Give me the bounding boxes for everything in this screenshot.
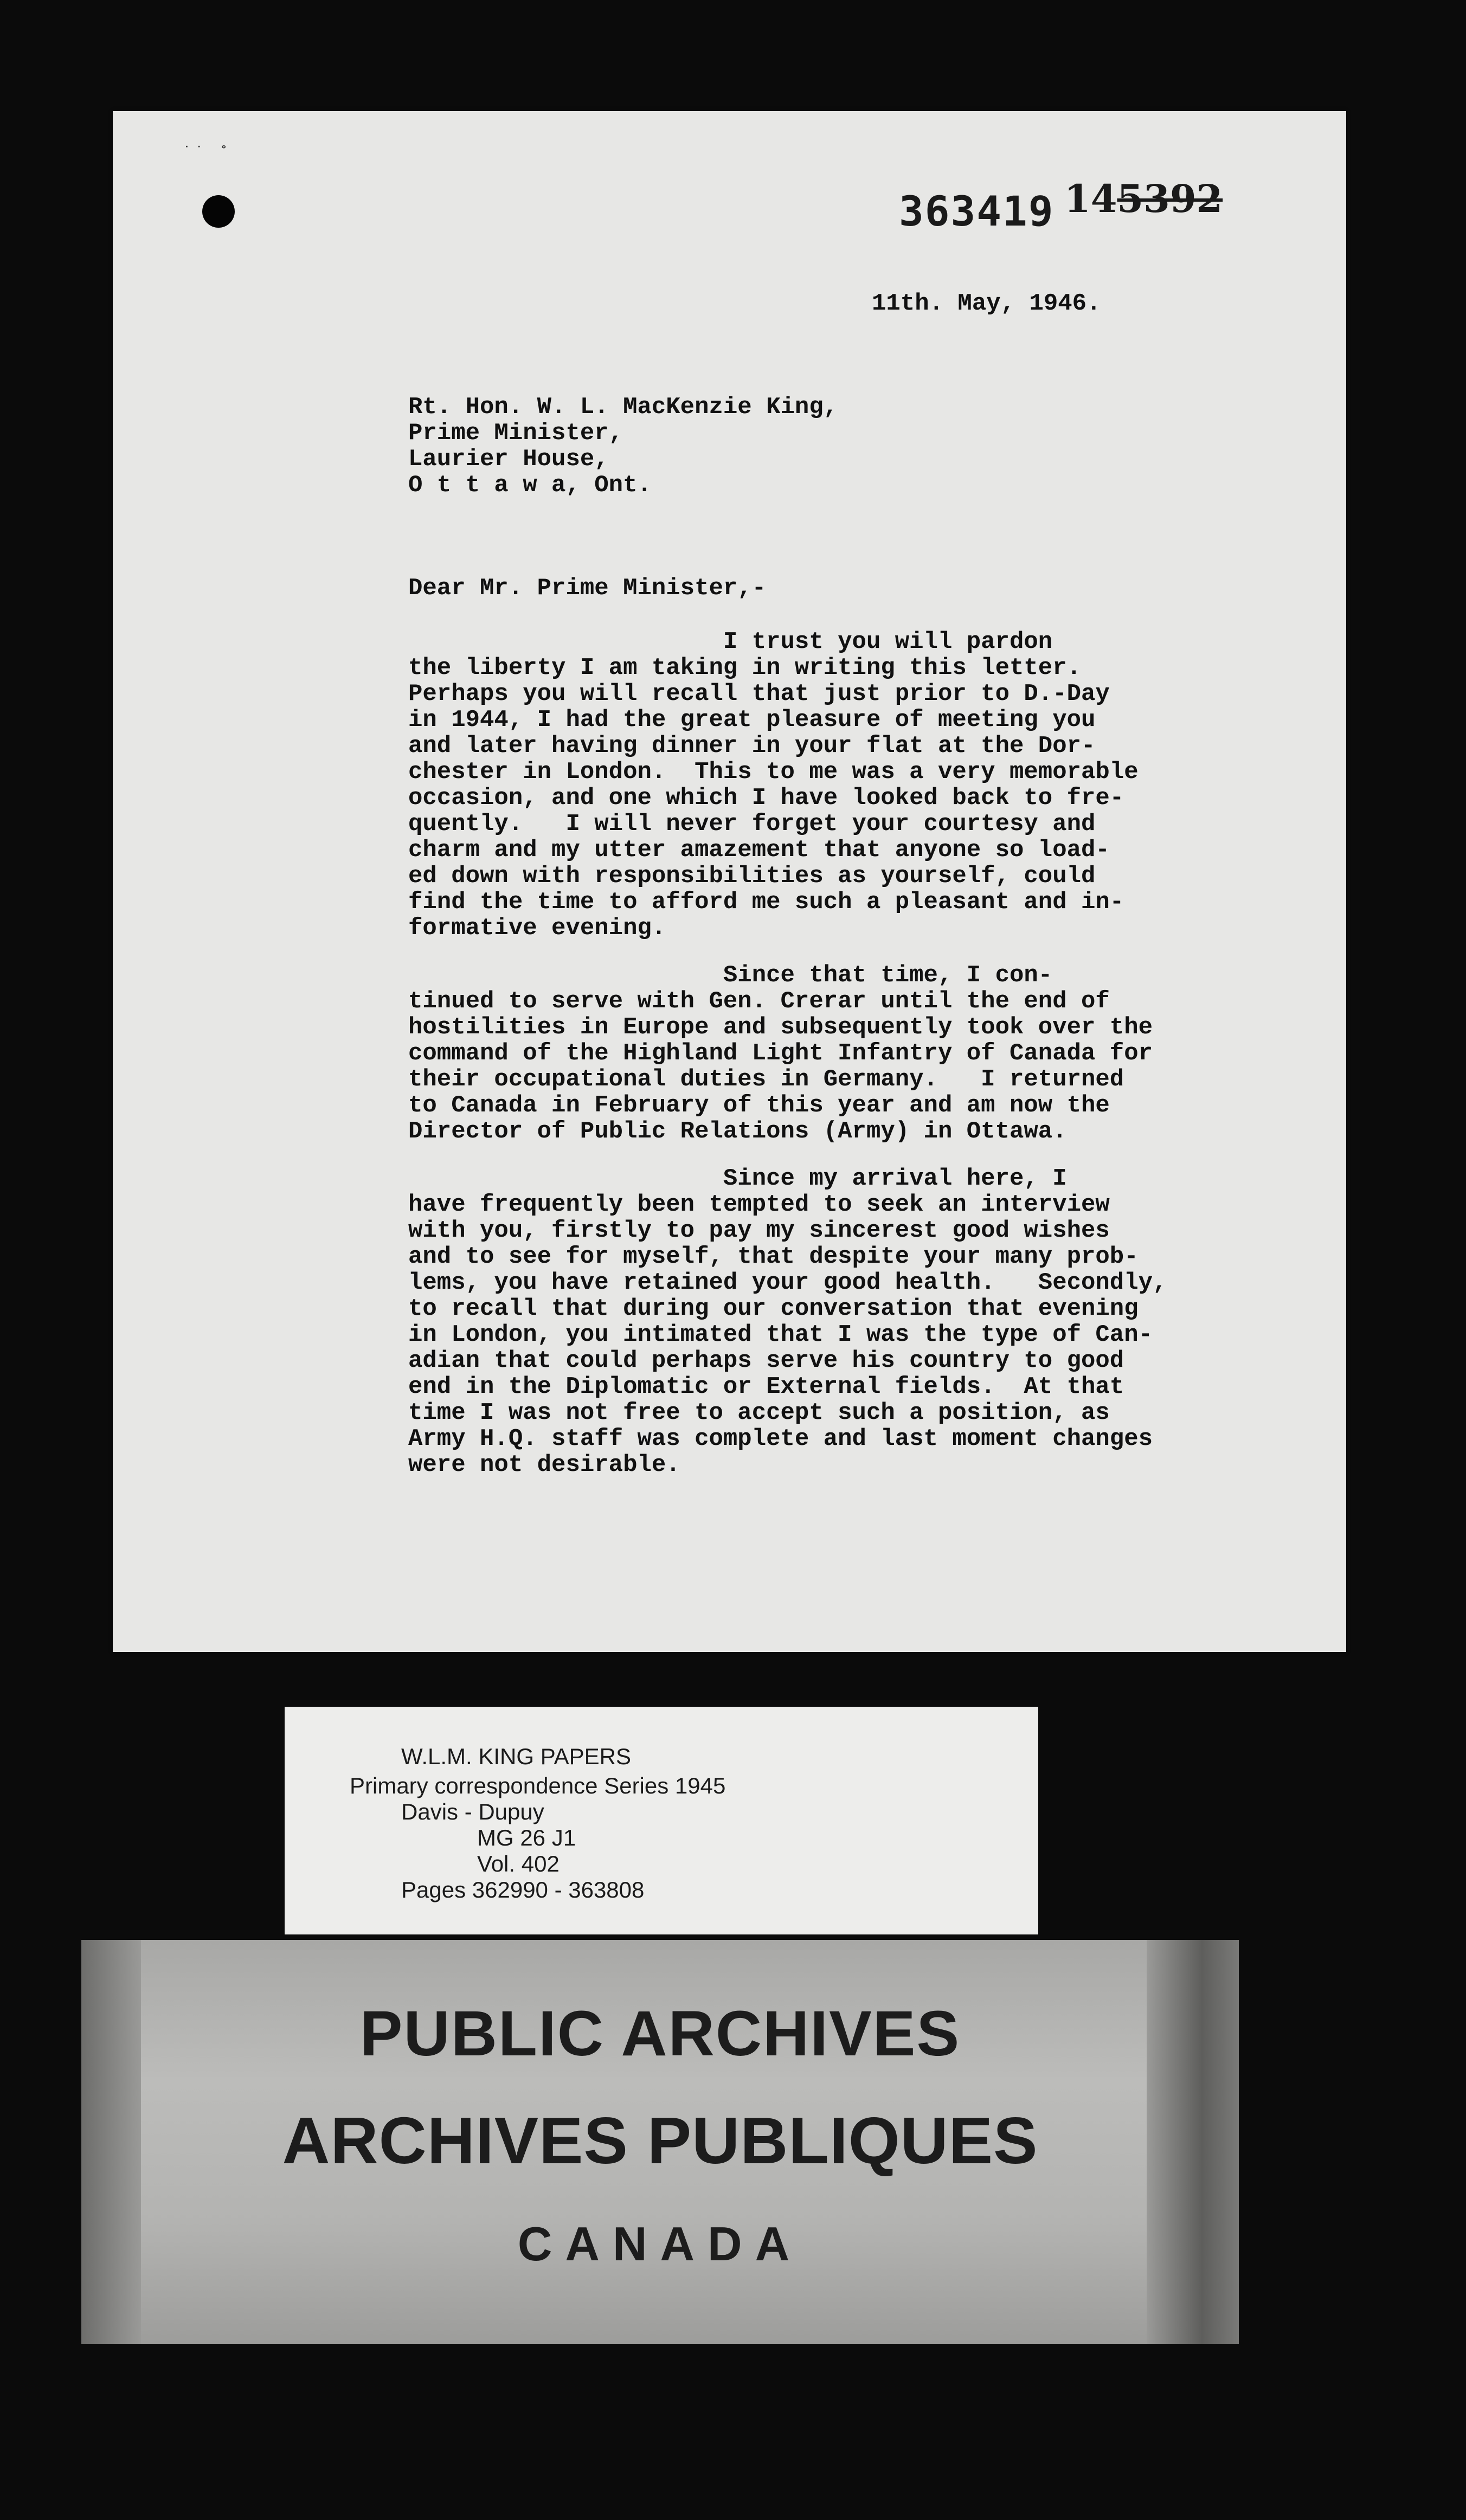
old-number-struck: 5392 xyxy=(1117,176,1223,221)
label-mg: MG 26 J1 xyxy=(477,1825,576,1850)
address-line: Prime Minister, xyxy=(408,420,623,447)
punch-hole xyxy=(202,195,235,228)
old-document-number xyxy=(1064,176,1223,221)
stray-ink-mark: ˙˙ ˚ xyxy=(182,145,232,162)
address-line: Laurier House, xyxy=(408,446,609,473)
old-number-visible: 14 xyxy=(1064,176,1117,221)
text-line: the liberty I am taking in writing this letter. xyxy=(408,654,1082,682)
text-line: their occupational duties in Germany. I returned xyxy=(408,1066,1124,1093)
text-line: hostilities in Europe and subsequently took over the xyxy=(408,1014,1153,1041)
text-line: I trust you will pardon xyxy=(408,628,1053,655)
text-line: Director of Public Relations (Army) in Ottawa. xyxy=(408,1118,1067,1145)
text-line: lems, you have retained your good health. Secondly, xyxy=(408,1269,1167,1296)
text-line: to recall that during our conversation that evening xyxy=(408,1295,1139,1322)
paragraph-1 xyxy=(408,629,1341,941)
label-names: Davis - Dupuy xyxy=(401,1799,544,1824)
document-number: 363419 xyxy=(899,187,1055,235)
label-series: Primary correspondence Series 1945 xyxy=(350,1773,726,1798)
archive-reference-label xyxy=(285,1707,1038,1934)
text-line: were not desirable. xyxy=(408,1451,680,1478)
salutation: Dear Mr. Prime Minister,- xyxy=(408,575,767,602)
label-volume: Vol. 402 xyxy=(477,1851,560,1876)
archives-stamp xyxy=(81,1940,1239,2344)
text-line: Perhaps you will recall that just prior to D.-Day xyxy=(408,680,1110,708)
text-line: time I was not free to accept such a position, as xyxy=(408,1399,1110,1426)
stamp-line-french: ARCHIVES PUBLIQUES xyxy=(282,2104,1038,2177)
stamp-line-country: CANADA xyxy=(517,2217,803,2271)
text-line: find the time to afford me such a pleasant and in- xyxy=(408,889,1124,916)
stamp-line-english: PUBLIC ARCHIVES xyxy=(359,1998,961,2069)
text-line: formative evening. xyxy=(408,915,666,942)
text-line: chester in London. This to me was a very memorable xyxy=(408,758,1139,786)
text-line: in 1944, I had the great pleasure of meeting you xyxy=(408,706,1096,734)
label-pages: Pages 362990 - 363808 xyxy=(401,1877,645,1902)
text-line: in London, you intimated that I was the type of Can- xyxy=(408,1321,1153,1348)
letter-date: 11th. May, 1946. xyxy=(872,290,1101,317)
address-line: O t t a w a, Ont. xyxy=(408,472,652,499)
recipient-address xyxy=(408,394,838,498)
text-line: ed down with responsibilities as yourself, could xyxy=(408,863,1096,890)
text-line: with you, firstly to pay my sincerest good wishes xyxy=(408,1217,1110,1244)
text-line: Since that time, I con- xyxy=(408,962,1053,989)
label-title: W.L.M. KING PAPERS xyxy=(401,1744,631,1769)
text-line: and to see for myself, that despite your many prob- xyxy=(408,1243,1139,1270)
paragraph-3 xyxy=(408,1166,1341,1478)
text-line: have frequently been tempted to seek an interview xyxy=(408,1191,1110,1218)
text-line: adian that could perhaps serve his country to good xyxy=(408,1347,1124,1374)
letter-page xyxy=(113,111,1346,1652)
address-line: Rt. Hon. W. L. MacKenzie King, xyxy=(408,394,838,421)
text-line: and later having dinner in your flat at the Dor- xyxy=(408,732,1096,760)
text-line: end in the Diplomatic or External fields. At that xyxy=(408,1373,1124,1400)
paragraph-2 xyxy=(408,962,1341,1145)
text-line: command of the Highland Light Infantry of Canada for xyxy=(408,1040,1153,1067)
text-line: Since my arrival here, I xyxy=(408,1165,1067,1192)
text-line: to Canada in February of this year and am now the xyxy=(408,1092,1110,1119)
text-line: quently. I will never forget your courtesy and xyxy=(408,811,1096,838)
text-line: occasion, and one which I have looked back to fre- xyxy=(408,785,1124,812)
text-line: tinued to serve with Gen. Crerar until the end of xyxy=(408,988,1110,1015)
text-line: Army H.Q. staff was complete and last moment changes xyxy=(408,1425,1153,1452)
text-line: charm and my utter amazement that anyone so load- xyxy=(408,837,1110,864)
